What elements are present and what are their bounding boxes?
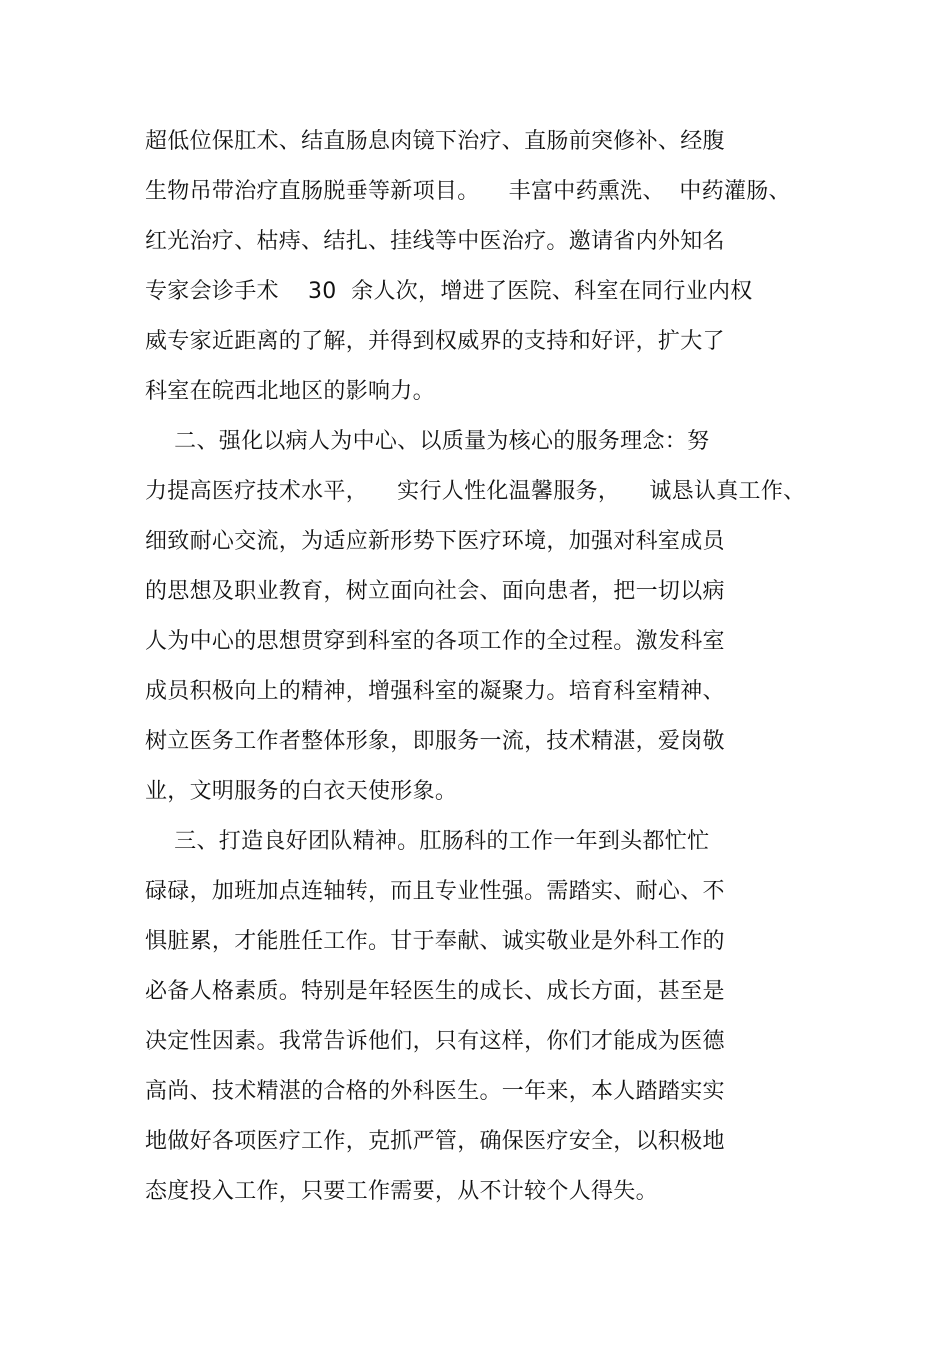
text-line: 威专家近距离的了解，并得到权威界的支持和好评，扩大了	[145, 329, 725, 354]
text-line: 二、强化以病人为中心、以质量为核心的服务理念：努	[145, 429, 710, 454]
text-line: 树立医务工作者整体形象，即服务一流，技术精湛，爱岗敬	[145, 729, 725, 754]
text-line: 态度投入工作，只要工作需要，从不计较个人得失。	[145, 1179, 658, 1204]
text-line: 高尚、技术精湛的合格的外科医生。一年来，本人踏踏实实	[145, 1079, 725, 1104]
text-line: 成员积极向上的精神，增强科室的凝聚力。培育科室精神、	[145, 679, 725, 704]
text-line: 决定性因素。我常告诉他们，只有这样，你们才能成为医德	[145, 1029, 725, 1054]
text-line: 地做好各项医疗工作，克抓严管，确保医疗安全，以积极地	[145, 1129, 725, 1154]
text-line: 必备人格素质。特别是年轻医生的成长、成长方面，甚至是	[145, 979, 725, 1004]
text-line: 三、打造良好团队精神。肛肠科的工作一年到头都忙忙	[145, 829, 710, 854]
text-line: 生物吊带治疗直肠脱垂等新项目。 丰富中药熏洗、 中药灌肠、	[145, 179, 791, 204]
text-line: 科室在皖西北地区的影响力。	[145, 379, 435, 404]
text-line: 超低位保肛术、结直肠息肉镜下治疗、直肠前突修补、经腹	[145, 129, 725, 154]
text-line: 专家会诊手术 30 余人次，增进了医院、科室在同行业内权	[145, 279, 753, 304]
text-line: 碌碌，加班加点连轴转，而且专业性强。需踏实、耐心、不	[145, 879, 725, 904]
text-line: 细致耐心交流，为适应新形势下医疗环境，加强对科室成员	[145, 529, 725, 554]
text-line: 人为中心的思想贯穿到科室的各项工作的全过程。激发科室	[145, 629, 725, 654]
text-line: 的思想及职业教育，树立面向社会、面向患者，把一切以病	[145, 579, 725, 604]
text-line: 业，文明服务的白衣天使形象。	[145, 779, 458, 804]
text-line: 力提高医疗技术水平， 实行人性化温馨服务， 诚恳认真工作、	[145, 479, 806, 504]
text-line: 红光治疗、枯痔、结扎、挂线等中医治疗。邀请省内外知名	[145, 229, 725, 254]
text-line: 惧脏累，才能胜任工作。甘于奉献、诚实敬业是外科工作的	[145, 929, 725, 954]
